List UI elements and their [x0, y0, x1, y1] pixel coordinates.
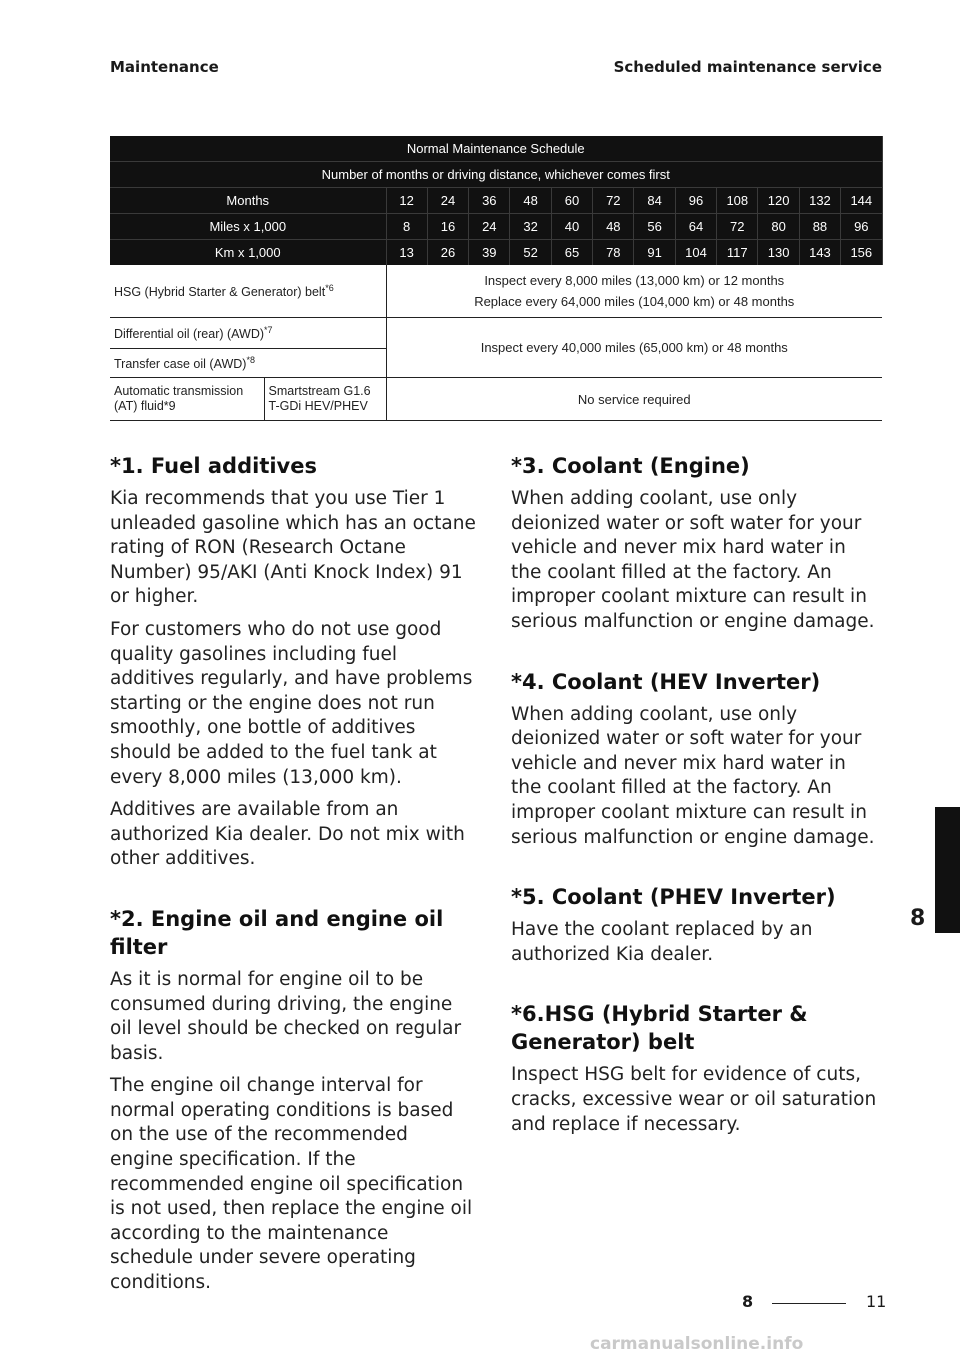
- differential-oil-label: Differential oil (rear) (AWD)$^{*7}$: [110, 318, 386, 349]
- months-cell: 72: [593, 188, 634, 214]
- km-cell: 78: [593, 240, 634, 266]
- header-topic: Scheduled maintenance service: [613, 58, 882, 76]
- table-title: Normal Maintenance Schedule: [110, 136, 882, 162]
- km-cell: 104: [675, 240, 716, 266]
- months-cell: 132: [799, 188, 840, 214]
- right-column: [511, 452, 877, 1145]
- km-cell: 39: [469, 240, 510, 266]
- miles-cell: 40: [551, 214, 592, 240]
- miles-cell: 8: [386, 214, 427, 240]
- miles-cell: 88: [799, 214, 840, 240]
- at-fluid-label: Automatic transmission (AT) fluid*9: [110, 378, 264, 421]
- km-row: [110, 240, 882, 266]
- fuel-additives-para: For customers who do not use good quality gasolines including fuel additives regularly, and have problems starting or the engine does not run smoothly, one bottle of additives should be added to the fuel tank at every 8,000 miles (13,000 km).: [110, 618, 473, 788]
- km-cell: 65: [551, 240, 592, 266]
- at-fluid-row: [110, 378, 882, 421]
- coolant-hev-para: When adding coolant, use only deionized water or soft water for your vehicle and never mix hard water in the coolant filled at the factory. An improper coolant mixture can result in serious malfunction or engine damage.: [511, 703, 875, 848]
- coolant-phev-heading: *5. Coolant (PHEV Inverter): [511, 885, 836, 910]
- chapter-tab: [935, 807, 960, 933]
- months-cell: 120: [758, 188, 799, 214]
- miles-row: [110, 214, 882, 240]
- fuel-additives-heading: *1. Fuel additives: [110, 454, 317, 478]
- miles-cell: 96: [841, 214, 882, 240]
- months-row: [110, 188, 882, 214]
- hsg-belt-heading: *6.HSG (Hybrid Starter & Generator) belt: [511, 1002, 808, 1055]
- hsg-belt-interval: Inspect every 8,000 miles (13,000 km) or 12 months Replace every 64,000 miles (104,000 km) or 48 months: [386, 265, 882, 318]
- engine-oil-heading: *2. Engine oil and engine oil filter: [110, 906, 444, 959]
- differential-oil-row: [110, 318, 882, 349]
- km-cell: 91: [634, 240, 675, 266]
- table-subtitle: Number of months or driving distance, whichever comes first: [110, 162, 882, 188]
- months-cell: 36: [469, 188, 510, 214]
- months-cell: 84: [634, 188, 675, 214]
- months-cell: 24: [427, 188, 468, 214]
- fuel-additives-para: Kia recommends that you use Tier 1 unleaded gasoline which has an octane rating of RON (Research Octane Number) 95/AKI (Anti Knock Index) 91 or higher.: [110, 488, 476, 608]
- engine-oil-para: As it is normal for engine oil to be consumed during driving, the engine oil level should be checked on regular basis.: [110, 968, 462, 1064]
- months-label: Months: [110, 188, 386, 214]
- coolant-phev-para: Have the coolant replaced by an authorized Kia dealer.: [511, 919, 813, 965]
- months-cell: 144: [841, 188, 882, 214]
- header-section: Maintenance: [110, 58, 219, 76]
- miles-cell: 24: [469, 214, 510, 240]
- at-fluid-engine: Smartstream G1.6 T-GDi HEV/PHEV: [264, 378, 386, 421]
- km-cell: 156: [841, 240, 882, 266]
- miles-label: Miles x 1,000: [110, 214, 386, 240]
- km-label: Km x 1,000: [110, 240, 386, 266]
- km-cell: 117: [717, 240, 758, 266]
- km-cell: 13: [386, 240, 427, 266]
- miles-cell: 48: [593, 214, 634, 240]
- maintenance-schedule-table: [110, 136, 883, 421]
- km-cell: 130: [758, 240, 799, 266]
- left-column: [110, 452, 476, 1304]
- engine-oil-para: The engine oil change interval for normal operating conditions is based on the use of the recommended engine specification. If the recommended engine oil specification is not used, then replace the engine oil according to the maintenance schedule under severe operating conditions.: [110, 1075, 473, 1294]
- miles-cell: 32: [510, 214, 551, 240]
- miles-cell: 16: [427, 214, 468, 240]
- chapter-tab-number: 8: [910, 906, 926, 931]
- miles-cell: 56: [634, 214, 675, 240]
- hsg-belt-para: Inspect HSG belt for evidence of cuts, cracks, excessive wear or oil saturation and replace if necessary.: [511, 1064, 877, 1135]
- footer-page-number: 11: [866, 1292, 887, 1311]
- miles-cell: 64: [675, 214, 716, 240]
- coolant-engine-para: When adding coolant, use only deionized water or soft water for your vehicle and never mix hard water in the coolant filled at the factory. An improper coolant mixture can result in serious malfunction or engine damage.: [511, 488, 875, 632]
- km-cell: 143: [799, 240, 840, 266]
- months-cell: 108: [717, 188, 758, 214]
- months-cell: 96: [675, 188, 716, 214]
- watermark: carmanualsonline.info: [590, 1334, 804, 1354]
- awd-oil-interval: Inspect every 40,000 miles (65,000 km) or 48 months: [386, 318, 882, 378]
- footer-chapter: 8: [742, 1292, 754, 1311]
- miles-cell: 80: [758, 214, 799, 240]
- hsg-belt-row: [110, 265, 882, 318]
- months-cell: 60: [551, 188, 592, 214]
- months-cell: 48: [510, 188, 551, 214]
- fuel-additives-para: Additives are available from an authorized Kia dealer. Do not mix with other additives.: [110, 799, 465, 870]
- miles-cell: 72: [717, 214, 758, 240]
- at-fluid-interval: No service required: [386, 378, 882, 421]
- km-cell: 26: [427, 240, 468, 266]
- months-cell: 12: [386, 188, 427, 214]
- transfer-case-label: Transfer case oil (AWD)$^{*8}$: [110, 349, 386, 378]
- footer-divider: [772, 1303, 846, 1304]
- coolant-engine-heading: *3. Coolant (Engine): [511, 454, 750, 478]
- hsg-belt-label: HSG (Hybrid Starter & Generator) belt$^{*6}$: [110, 265, 386, 318]
- km-cell: 52: [510, 240, 551, 266]
- coolant-hev-heading: *4. Coolant (HEV Inverter): [511, 669, 821, 694]
